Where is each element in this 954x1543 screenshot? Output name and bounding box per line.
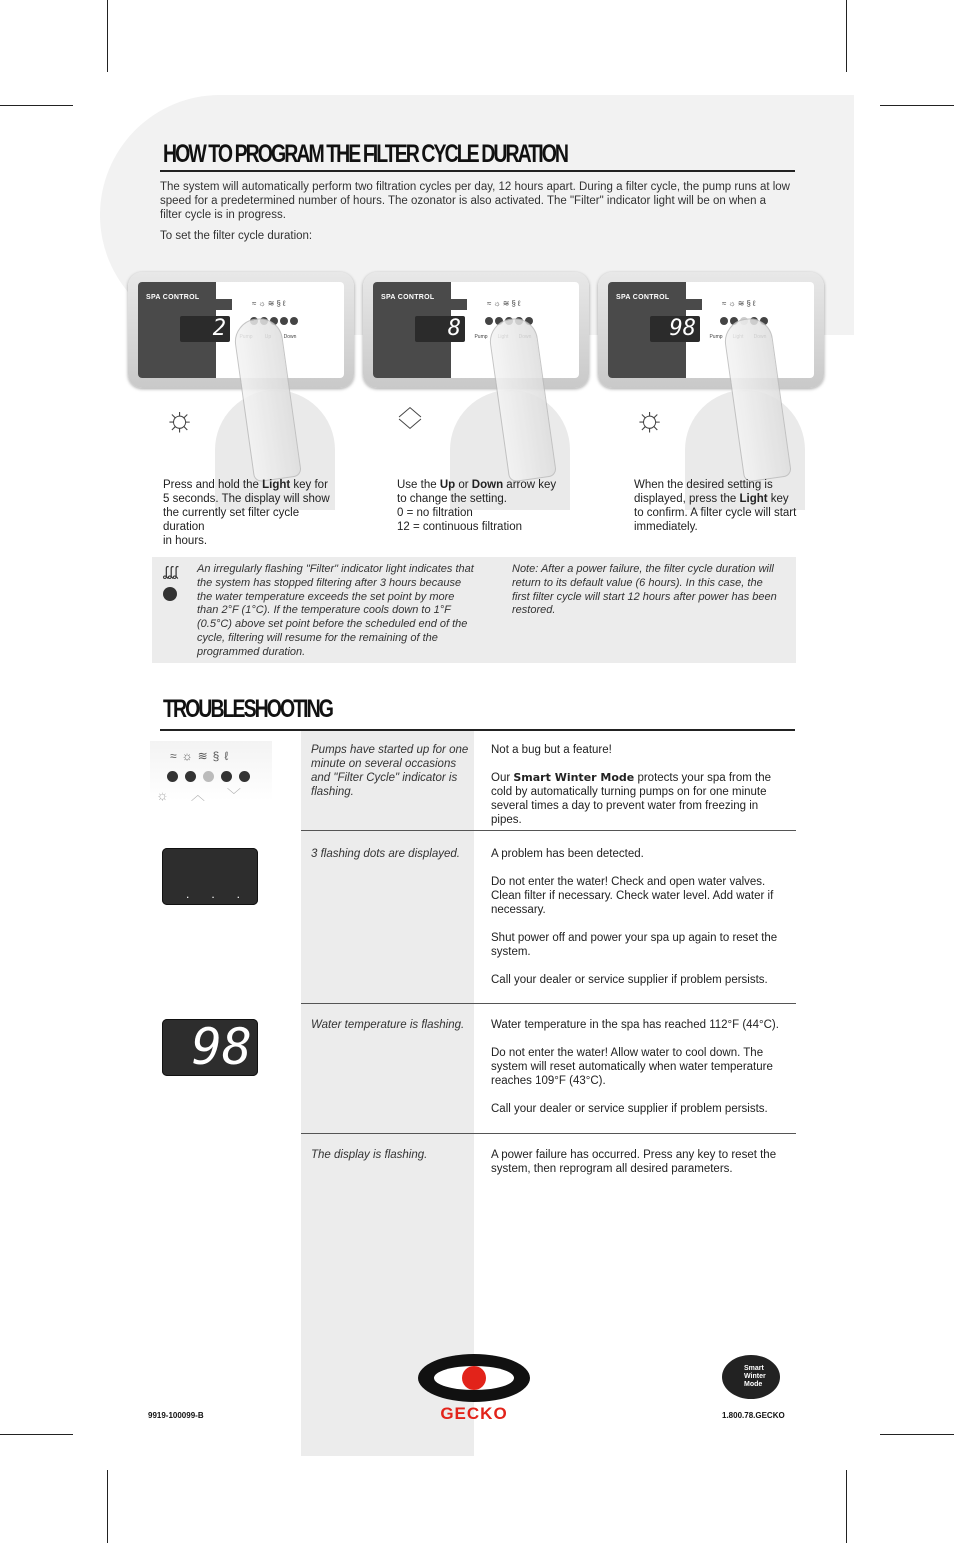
condition-text: The display is flashing. bbox=[311, 1149, 428, 1161]
indicator-panel-illustration bbox=[150, 741, 272, 801]
solution-paragraph: Call your dealer or service supplier if problem persists. bbox=[491, 974, 768, 986]
row-divider bbox=[301, 830, 796, 831]
step-text: Press and hold the bbox=[163, 479, 263, 491]
condition-text: 3 flashing dots are displayed. bbox=[311, 848, 460, 860]
crop-mark bbox=[0, 1434, 73, 1435]
pump-key[interactable]: Pump bbox=[709, 334, 723, 340]
solution-text bbox=[491, 743, 791, 841]
filter-intro-2: To set the filter cycle duration: bbox=[160, 230, 313, 242]
row-divider bbox=[301, 1003, 796, 1004]
panel-display: 8 bbox=[415, 316, 465, 342]
indicator-icons: ≈☼≋§ℓ bbox=[170, 749, 234, 763]
title-rule bbox=[160, 170, 795, 172]
crop-mark bbox=[107, 0, 108, 72]
light-key-label: Light bbox=[262, 479, 291, 491]
condition-text: Pumps have started up for one minute on several occasions and "Filter Cycle" indicator is flashing. bbox=[311, 744, 469, 798]
solution-text bbox=[491, 847, 791, 1001]
spa-control-panel bbox=[598, 272, 824, 388]
heater-icon: ʆʆʆ bbox=[163, 563, 178, 579]
indicator-icons: ≈☼≋§ℓ bbox=[722, 299, 758, 308]
step-text: key to confirm. A filter cycle will start immediately. bbox=[634, 493, 797, 533]
solution-paragraph: Shut power off and power your spa up again to reset the system. bbox=[491, 932, 778, 958]
crop-mark bbox=[0, 105, 73, 106]
badge-line: Mode bbox=[744, 1381, 763, 1388]
up-key-label: Up bbox=[439, 479, 456, 491]
down-key-label: Down bbox=[471, 479, 504, 491]
down-key[interactable]: Down bbox=[283, 334, 297, 340]
step-text: or bbox=[455, 479, 472, 491]
filter-intro: The system will automatically perform two filtration cycles per day, 12 hours apart. During a filter cycle, the pump runs at low speed for a predetermined number of hours. The ozonator is also activated. The "Filter" indicator light will be on when a filter cycle is in progress. bbox=[160, 181, 790, 221]
temperature-readout: 98 bbox=[191, 1018, 252, 1076]
indicator-icons: ≈☼≋§ℓ bbox=[487, 299, 523, 308]
condition-column bbox=[301, 731, 474, 1456]
step-text: When the desired setting is displayed, press the bbox=[634, 479, 773, 505]
badge-line: Winter bbox=[744, 1373, 766, 1380]
solution-paragraph: A power failure has occurred. Press any key to reset the system, then reprogram all desired parameters. bbox=[491, 1149, 777, 1175]
solution-paragraph: Do not enter the water! Check and open water valves. Clean filter if necessary. Check water level. Add water if necessary. bbox=[491, 876, 774, 916]
row-divider bbox=[301, 1133, 796, 1134]
spa-control-panel bbox=[363, 272, 589, 388]
step-text: arrow key to change the setting. 0 = no filtration 12 = continuous filtration bbox=[397, 479, 557, 533]
solution-paragraph: Call your dealer or service supplier if problem persists. bbox=[491, 1103, 768, 1115]
solution-paragraph: Do not enter the water! Allow water to cool down. The system will reset automatically when water temperature reaches 109°F (43°C). bbox=[491, 1047, 773, 1087]
solution-paragraph bbox=[491, 771, 791, 827]
smart-winter-mode-badge bbox=[722, 1355, 780, 1399]
sun-icon: ☼ bbox=[164, 400, 196, 438]
arrow-keys: ☼︿﹀ bbox=[156, 787, 263, 803]
crop-mark bbox=[107, 1470, 108, 1543]
lcd-display bbox=[162, 1019, 258, 1076]
solution-paragraph: A problem has been detected. bbox=[491, 848, 644, 860]
solution-span: Our bbox=[491, 772, 514, 784]
indicator-dot bbox=[163, 587, 177, 601]
panel-label: SPA CONTROL bbox=[616, 294, 670, 301]
crop-mark bbox=[846, 0, 847, 72]
power-failure-note: Note: After a power failure, the filter cycle duration will return to its default value (6 hours). In this case, the first filter cycle will start 12 hours after power has been restored. bbox=[512, 563, 777, 617]
brand-name: GECKO bbox=[440, 1404, 508, 1423]
up-down-arrow-icon: ︿ ﹀ bbox=[398, 394, 422, 445]
panel-display: 98 bbox=[650, 316, 700, 342]
solution-span: protects your spa from the cold by automatically turning pumps on for one minute several times a day to prevent water from freezing in pipes. bbox=[491, 772, 772, 826]
badge-line: Smart bbox=[744, 1365, 764, 1372]
step-text: Use the bbox=[397, 479, 440, 491]
step-3-text bbox=[634, 478, 814, 534]
solution-text bbox=[491, 1148, 791, 1190]
troubleshooting-title: TROUBLESHOOTING bbox=[163, 695, 333, 723]
panel-label: SPA CONTROL bbox=[381, 294, 435, 301]
sun-icon: ☼ bbox=[634, 400, 666, 438]
panel-label: SPA CONTROL bbox=[146, 294, 200, 301]
smart-winter-mode-label: Smart Winter Mode bbox=[513, 771, 635, 784]
step-1-text bbox=[163, 478, 343, 548]
title-rule bbox=[160, 729, 795, 731]
part-number: 9919-100099-B bbox=[148, 1411, 204, 1420]
solution-paragraph: Not a bug but a feature! bbox=[491, 744, 612, 756]
condition-text: Water temperature is flashing. bbox=[311, 1019, 465, 1031]
panel-display: 2 bbox=[180, 316, 230, 342]
pump-key[interactable]: Pump bbox=[474, 334, 488, 340]
indicator-icons: ≈☼≋§ℓ bbox=[252, 299, 288, 308]
lcd-display bbox=[162, 848, 263, 905]
crop-mark bbox=[846, 1470, 847, 1543]
crop-mark bbox=[880, 105, 954, 106]
gecko-logo bbox=[418, 1354, 530, 1424]
light-key-label: Light bbox=[739, 493, 768, 505]
crop-mark bbox=[880, 1434, 954, 1435]
flashing-dots: ... bbox=[186, 887, 263, 901]
solution-paragraph: Water temperature in the spa has reached 112°F (44°C). bbox=[491, 1019, 779, 1031]
step-text: key for 5 seconds. The display will show the currently set filter cycle duration in hours. bbox=[163, 479, 330, 547]
step-2-text bbox=[397, 478, 577, 534]
filter-warning-note: An irregularly flashing "Filter" indicator light indicates that the system has stopped filtering after 3 hours because the water temperature exceeds the set point by more than 2°F (1°C). If the temperature cools down to 1°F (0.5°C) above set point before the scheduled end of the cycle, filtering will resume for the remaining of the programmed duration. bbox=[197, 563, 474, 658]
filter-section-title: HOW TO PROGRAM THE FILTER CYCLE DURATION bbox=[163, 140, 568, 168]
phone-number: 1.800.78.GECKO bbox=[722, 1411, 785, 1420]
solution-text bbox=[491, 1018, 791, 1130]
